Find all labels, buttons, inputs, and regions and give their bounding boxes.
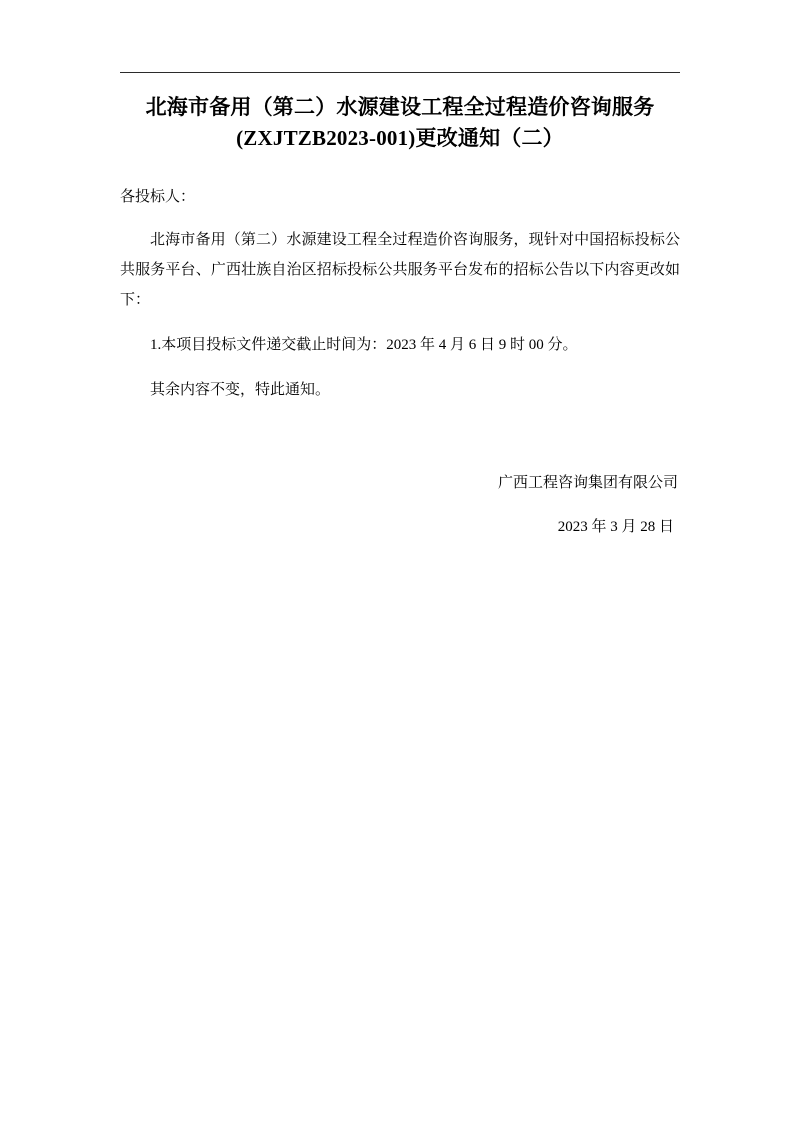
header-divider <box>120 72 680 73</box>
signature-company: 广西工程咨询集团有限公司 <box>497 475 678 491</box>
page-title <box>120 92 680 154</box>
salutation: 各投标人： <box>120 189 196 205</box>
document-content <box>120 92 680 547</box>
page-title-line-2: (ZXJTZB2023-001)更改通知（二） <box>236 126 564 150</box>
signature-block <box>120 463 680 547</box>
page-title-line-1: 北海市备用（第二）水源建设工程全过程造价咨询服务 <box>145 95 655 119</box>
closing-statement: 其余内容不变，特此通知。 <box>150 382 331 398</box>
notice-item-1: 1.本项目投标文件递交截止时间为：2023 年 4 月 6 日 9 时 00 分。 <box>150 337 578 353</box>
signature-date: 2023 年 3 月 28 日 <box>557 519 674 535</box>
body-paragraph: 北海市备用（第二）水源建设工程全过程造价咨询服务，现针对中国招标投标公共服务平台、广西壮族自治区招标投标公共服务平台发布的招标公告以下内容更改如下： <box>120 232 680 308</box>
